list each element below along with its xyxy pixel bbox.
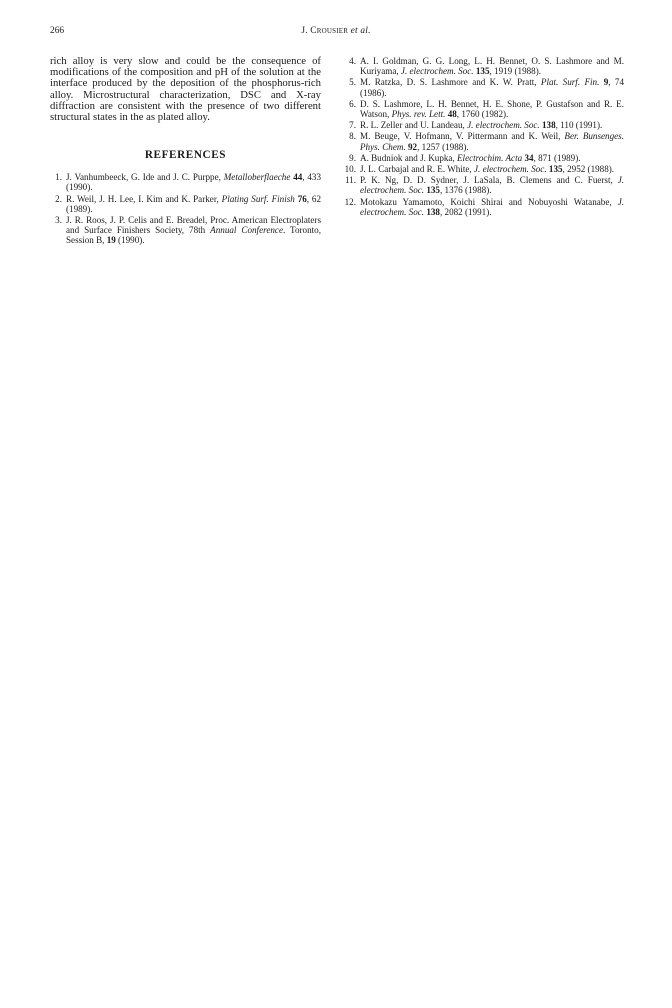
reference-volume: 135 [475,66,490,77]
reference-details: , 2082 (1991). [439,206,492,217]
reference-item [50,215,321,246]
reference-journal: Electrochim. Acta [457,152,523,163]
reference-details: , 2952 (1988). [562,164,615,175]
reference-item [341,153,624,163]
reference-journal: J. electrochem. Soc. [360,175,624,196]
reference-item [50,172,321,192]
page-number: 266 [50,26,65,36]
reference-volume: 135 [548,164,563,175]
reference-journal: Annual Conference [210,225,283,236]
reference-volume: 9 [603,77,609,88]
reference-number: 12. [344,196,356,207]
reference-volume: 44 [293,172,303,183]
reference-details: , 1919 (1988). [489,66,542,77]
reference-number: 8. [349,131,356,142]
reference-authors: J. L. Carbajal and R. E. White, [360,164,474,175]
reference-details: (1990). [115,235,145,246]
references-heading: REFERENCES [144,149,227,162]
body-paragraph: rich alloy is very slow and could be the consequence of modifications of the composition and pH of the solution at the interface produced by the deposition of the phosphorus-rich alloy. Microstructural characterization, DSC and X-ray diffraction are consistent with the presence of two different structural states in the as plated alloy. [50,55,321,124]
reference-item [50,194,321,214]
reference-authors: P. K. Ng, D. D. Sydner, J. LaSala, B. Clemens and C. Fuerst, [360,175,618,186]
reference-authors: R. Weil, J. H. Lee, I. Kim and K. Parker, [66,193,222,204]
reference-details: , 871 (1989). [533,152,581,163]
reference-journal: Ber. Bunsenges. Phys. Chem. [360,131,624,152]
reference-item [341,175,624,195]
reference-volume: 48 [447,109,457,120]
reference-item [341,56,624,76]
reference-authors: J. Vanhumbeeck, G. Ide and J. C. Purppe, [66,172,224,183]
reference-volume: 138 [426,206,440,217]
reference-number: 10. [344,164,356,175]
reference-details: , 1257 (1988). [417,141,469,152]
reference-journal: J. electrochem. Soc. [360,196,624,217]
reference-journal: Metalloberflaeche [223,172,291,183]
reference-number: 4. [349,56,356,66]
reference-details: , 110 (1991). [555,120,603,131]
reference-volume: 34 [524,152,534,163]
reference-journal: Plating Surf. Finish [221,193,295,204]
reference-journal: Plat. Surf. Fin. [540,77,600,88]
reference-number: 2. [55,193,62,204]
reference-separator: . Toronto, Session B, [66,225,321,246]
reference-number: 7. [349,120,356,131]
reference-item [341,197,624,217]
reference-number: 6. [349,98,356,109]
reference-authors: J. R. Roos, J. P. Celis and E. Breadel, Proc. American Electroplaters and Surface Finishers Society, 78th [66,215,321,236]
page-header [50,26,622,40]
running-head-et-al: et al. [350,26,371,36]
reference-number: 9. [349,152,356,163]
reference-journal: J. electrochem. Soc. [400,66,474,77]
reference-number: 1. [55,172,62,183]
reference-details: , 1376 (1988). [439,185,492,196]
reference-item [341,99,624,119]
reference-details: , 1760 (1982). [456,109,509,120]
reference-volume: 19 [106,235,116,246]
reference-journal: J. electrochem. Soc. [473,164,547,175]
reference-details: , 62 (1989). [66,193,322,214]
running-head [50,26,622,36]
reference-details: , 433 (1990). [66,172,322,193]
left-column [50,56,321,247]
reference-authors: Motokazu Yamamoto, Koichi Shirai and Nobuyoshi Watanabe, [360,196,618,207]
reference-number: 11. [344,175,356,186]
reference-authors: R. L. Zeller and U. Landeau, [360,120,468,131]
reference-number: 5. [349,77,356,88]
right-column [341,56,624,218]
running-head-author: J. Crousier [301,26,349,36]
reference-authors: D. S. Lashmore, L. H. Bennet, H. E. Shone, P. Gustafson and R. E. Watson, [360,98,624,120]
reference-item [341,120,624,130]
reference-number: 3. [55,215,62,226]
reference-details: , 74 (1986). [360,77,625,98]
reference-journal: Phys. rev. Lett. [391,109,446,120]
reference-journal: J. electrochem. Soc. [467,120,540,131]
reference-list-left [50,172,321,245]
reference-authors: M. Ratzka, D. S. Lashmore and K. W. Pratt, [360,77,541,88]
reference-item [341,77,624,97]
reference-volume: 92 [408,141,418,152]
reference-authors: A. I. Goldman, G. G. Long, L. H. Bennet, O. S. Lashmore and M. Kuriyama, [360,56,624,77]
reference-item [341,131,624,151]
reference-volume: 138 [542,120,556,131]
reference-authors: M. Beuge, V. Hofmann, V. Pittermann and K. Weil, [360,131,565,142]
reference-authors: A. Budniok and J. Kupka, [360,152,457,163]
reference-list-right [341,56,624,217]
reference-volume: 135 [426,185,440,196]
reference-item [341,164,624,174]
reference-volume: 76 [297,193,307,204]
